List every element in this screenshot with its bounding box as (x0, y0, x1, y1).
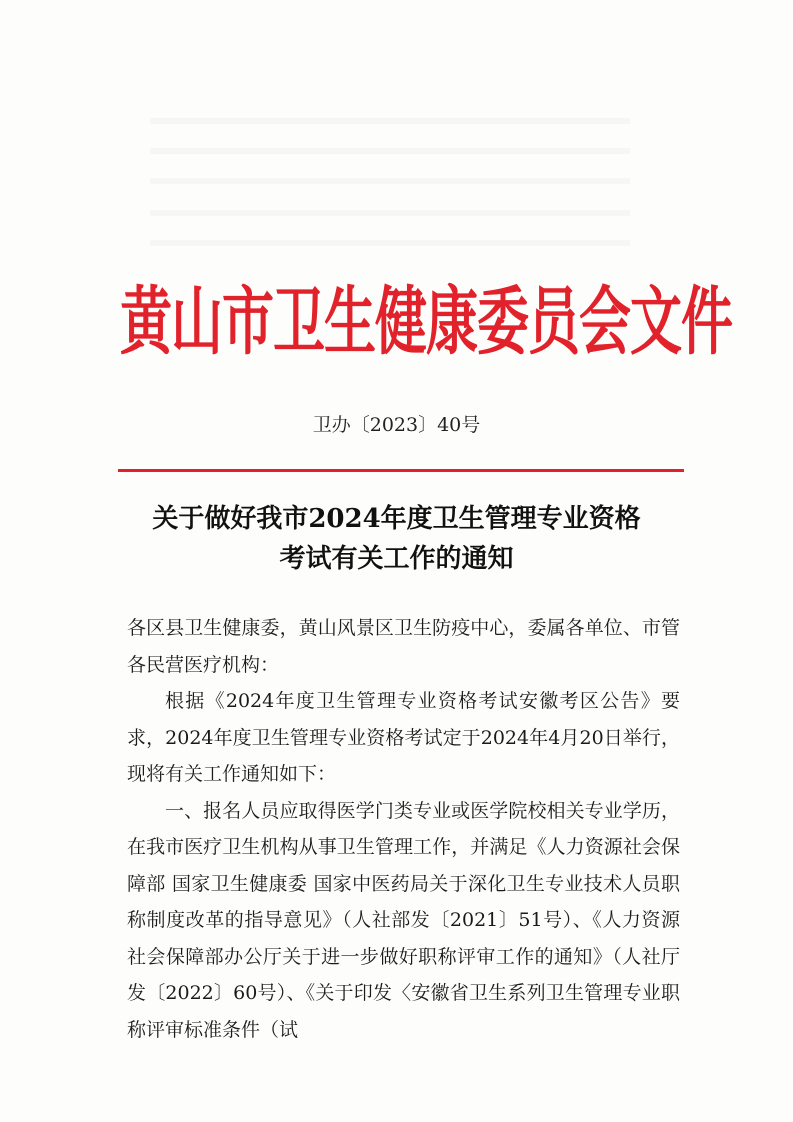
section-one-paragraph: 一、报名人员应取得医学门类专业或医学院校相关专业学历，在我市医疗卫生机构从事卫生管理工作，并满足《人力资源社会保障部 国家卫生健康委 国家中医药局关于深化卫生专业技术人员职称制度改革的指导意见》（人社部发〔2021〕51号）、《人力资源社会保障部办公厅关于进一步做好职称评审工作的通知》（人社厅发〔2022〕60号）、《关于印发〈安徽省卫生系列卫生管理专业职称评审标准条件（试 (127, 799, 680, 1041)
header-divider-rule (118, 469, 684, 472)
show-through-artifact (150, 148, 630, 154)
document-number: 卫办〔2023〕40号 (312, 414, 481, 436)
notice-title-line-1: 关于做好我市2024年度卫生管理专业资格 (152, 504, 641, 534)
notice-title-line-2: 考试有关工作的通知 (279, 544, 514, 574)
addressees: 各区县卫生健康委，黄山风景区卫生防疫中心，委属各单位、市管各民营医疗机构： (127, 617, 680, 676)
show-through-artifact (150, 210, 630, 216)
show-through-artifact (150, 178, 630, 184)
show-through-artifact (150, 118, 630, 124)
issuer-masthead: 黄山市卫生健康委员会文件 (120, 278, 733, 366)
notice-body (127, 610, 680, 1048)
intro-paragraph: 根据《2024年度卫生管理专业资格考试安徽考区公告》要求，2024年度卫生管理专业资格考试定于2024年4月20日举行，现将有关工作通知如下： (127, 690, 680, 785)
notice-title (90, 499, 703, 579)
